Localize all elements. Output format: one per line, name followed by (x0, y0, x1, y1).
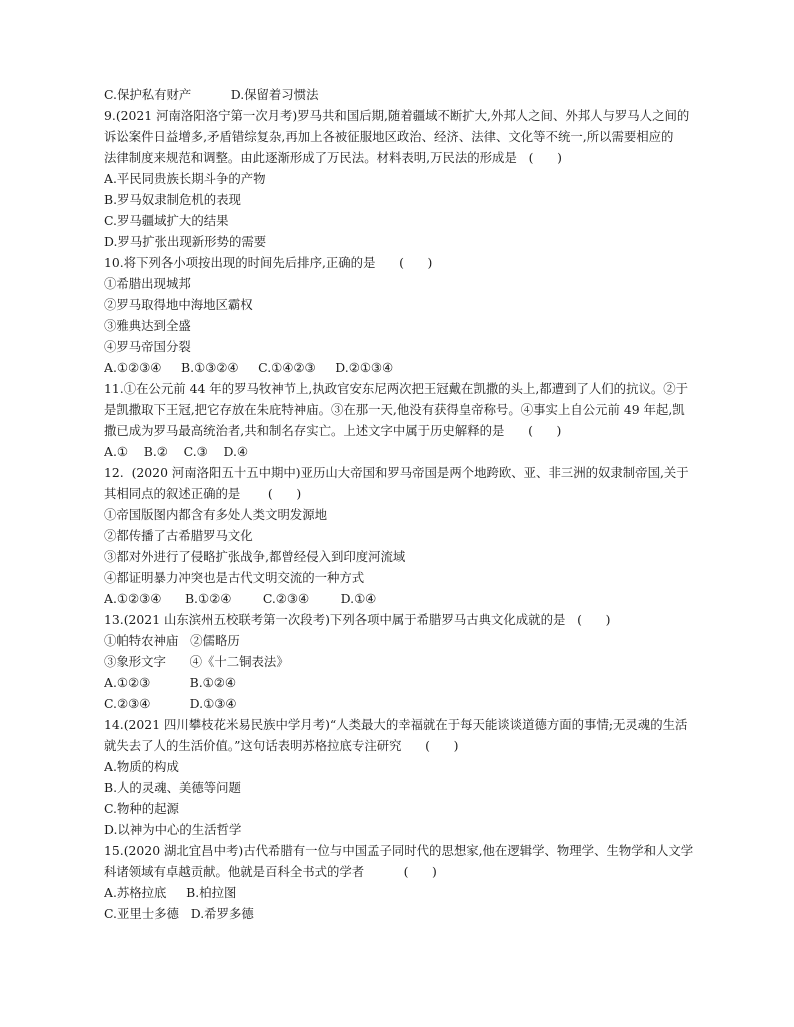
q9-stem-line-3: 法律制度来规范和调整。由此逐渐形成了万民法。材料表明,万民法的形成是 ( ) (104, 150, 562, 165)
q8-options-cd: C.保护私有财产 D.保留着习惯法 (104, 87, 319, 102)
q9-stem-line-1: 9.(2021 河南洛阳洛宁第一次月考)罗马共和国后期,随着疆域不断扩大,外邦人之间、外邦人与罗马人之间的 (104, 108, 690, 123)
q13-options-ab: A.①②③ B.①②④ (104, 675, 236, 690)
q9-stem-line-2: 诉讼案件日益增多,矛盾错综复杂,再加上各被征服地区政治、经济、法律、文化等不统一,所以需要相应的 (104, 129, 674, 144)
q14-option-a: A.物质的构成 (104, 759, 179, 774)
q12-stem-line-2: 其相同点的叙述正确的是 ( ) (104, 486, 302, 501)
q10-item-3: ③雅典达到全盛 (104, 318, 191, 333)
q15-stem-line-1: 15.(2020 湖北宜昌中考)古代希腊有一位与中国孟子同时代的思想家,他在逻辑学、物理学、生物学和人文学 (104, 843, 694, 858)
q9-option-a: A.平民同贵族长期斗争的产物 (104, 171, 266, 186)
q15-options-ab: A.苏格拉底 B.柏拉图 (104, 885, 237, 900)
q15-stem-line-2: 科诸领域有卓越贡献。他就是百科全书式的学者 ( ) (104, 864, 437, 879)
exam-page (104, 84, 696, 924)
q10-item-4: ④罗马帝国分裂 (104, 339, 191, 354)
q13-options-cd: C.②③④ D.①③④ (104, 696, 237, 711)
q11-stem-line-1: 11.①在公元前 44 年的罗马牧神节上,执政官安东尼两次把王冠戴在凯撒的头上,都遭到了人们的抗议。②于 (104, 381, 689, 396)
q12-item-4: ④都证明暴力冲突也是古代文明交流的一种方式 (104, 570, 365, 585)
q10-stem: 10.将下列各小项按出现的时间先后排序,正确的是 ( ) (104, 255, 433, 270)
q9-option-c: C.罗马疆域扩大的结果 (104, 213, 229, 228)
q11-stem-line-3: 撒已成为罗马最高统治者,共和制名存实亡。上述文字中属于历史解释的是 ( ) (104, 423, 562, 438)
q10-options: A.①②③④ B.①③②④ C.①④②③ D.②①③④ (104, 360, 394, 375)
q12-stem-line-1: 12. (2020 河南洛阳五十五中期中)亚历山大帝国和罗马帝国是两个地跨欧、亚、非三洲的奴隶制帝国,关于 (104, 465, 689, 480)
q15-options-cd: C.亚里士多德 D.希罗多德 (104, 906, 254, 921)
q11-options: A.① B.② C.③ D.④ (104, 444, 249, 459)
q14-option-d: D.以神为中心的生活哲学 (104, 822, 242, 837)
q9-option-b: B.罗马奴隶制危机的表现 (104, 192, 241, 207)
q9-option-d: D.罗马扩张出现新形势的需要 (104, 234, 267, 249)
q14-option-b: B.人的灵魂、美德等问题 (104, 780, 241, 795)
q13-items-3-4: ③象形文字 ④《十二铜表法》 (104, 654, 289, 669)
q14-stem-line-2: 就失去了人的生活价值。”这句话表明苏格拉底专注研究 ( ) (104, 738, 459, 753)
q10-item-1: ①希腊出现城邦 (104, 276, 191, 291)
q11-stem-line-2: 是凯撒取下王冠,把它存放在朱庇特神庙。③在那一天,他没有获得皇帝称号。④事实上自公元前 49 年起,凯 (104, 402, 685, 417)
q14-stem-line-1: 14.(2021 四川攀枝花米易民族中学月考)“人类最大的幸福就在于每天能谈谈道德方面的事情;无灵魂的生活 (104, 717, 688, 732)
q13-items-1-2: ①帕特农神庙 ②儒略历 (104, 633, 240, 648)
q10-item-2: ②罗马取得地中海地区霸权 (104, 297, 253, 312)
q12-item-2: ②都传播了古希腊罗马文化 (104, 528, 253, 543)
q14-option-c: C.物种的起源 (104, 801, 179, 816)
q12-item-1: ①帝国版图内都含有多处人类文明发源地 (104, 507, 328, 522)
q12-item-3: ③都对外进行了侵略扩张战争,都曾经侵入到印度河流域 (104, 549, 406, 564)
q13-stem: 13.(2021 山东滨州五校联考第一次段考)下列各项中属于希腊罗马古典文化成就的是 ( ) (104, 612, 611, 627)
q12-options: A.①②③④ B.①②④ C.②③④ D.①④ (104, 591, 377, 606)
